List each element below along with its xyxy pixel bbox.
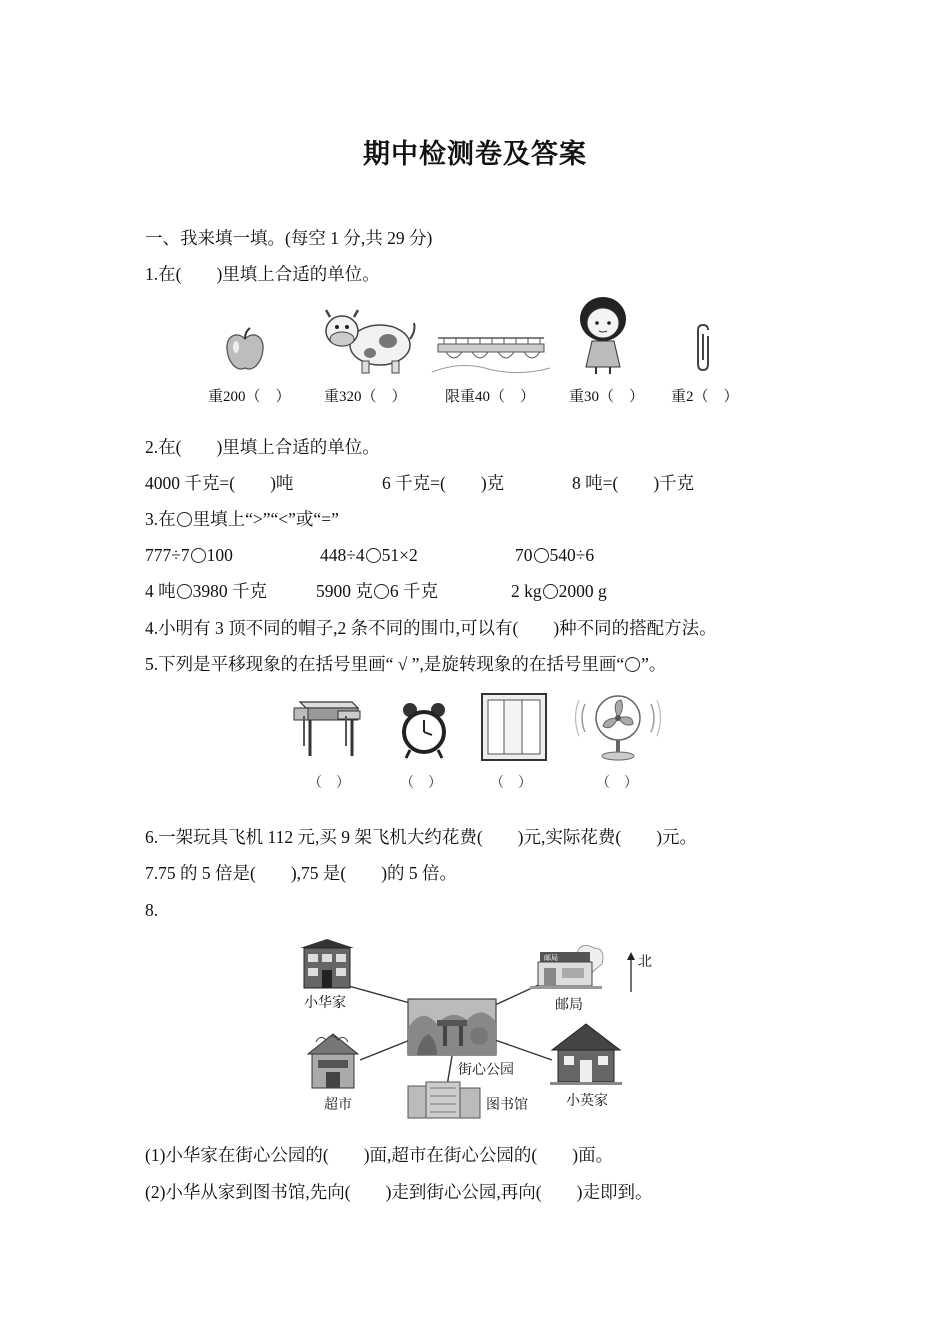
section-heading: 一、我来填一填。(每空 1 分,共 29 分) <box>145 228 433 248</box>
q2-item-2: 6 千克=( )克 <box>382 473 505 493</box>
question-8-1: (1)小华家在街心公园的( )面,超市在街心公园的( )面。 <box>145 1145 614 1165</box>
post-office-image <box>530 938 606 990</box>
q2-item-1: 4000 千克=( )吨 <box>145 473 294 493</box>
north-arrow-icon <box>626 952 636 992</box>
q3-item-3: 70 540÷6 <box>515 545 595 565</box>
q3-item-5: 5900 克 6 千克 <box>316 581 438 601</box>
question-7: 7.75 的 5 倍是( ),75 是( )的 5 倍。 <box>145 863 458 883</box>
park-image <box>407 998 497 1056</box>
caption-paperclip: 重2（ ） <box>671 389 739 405</box>
library-image <box>406 1082 482 1120</box>
label-library: 图书馆 <box>486 1098 528 1113</box>
question-4: 4.小明有 3 顶不同的帽子,2 条不同的围巾,可以有( )种不同的搭配方法。 <box>145 618 717 638</box>
caption-cow: 重320（ ） <box>324 389 407 405</box>
label-xiaohua-home: 小华家 <box>304 996 346 1011</box>
label-post-office: 邮局 <box>555 998 583 1013</box>
caption-drawer: （ ） <box>308 776 350 791</box>
caption-fan: （ ） <box>596 776 638 791</box>
label-supermarket: 超市 <box>324 1098 352 1113</box>
caption-apple: 重200（ ） <box>208 389 291 405</box>
caption-clock: （ ） <box>400 776 442 791</box>
post-sign-text: 邮局 <box>544 954 558 962</box>
page-title: 期中检测卷及答案 <box>363 139 587 170</box>
question-3: 3.在 里填上“>”“<”或“=” <box>145 509 339 529</box>
question-8: 8. <box>145 900 159 920</box>
question-8-2: (2)小华从家到图书馆,先向( )走到街心公园,再向( )走即到。 <box>145 1182 653 1202</box>
question-2: 2.在( )里填上合适的单位。 <box>145 437 380 457</box>
q3-item-2: 448÷4 51×2 <box>320 545 418 565</box>
q3-item-4: 4 吨 3980 千克 <box>145 581 267 601</box>
xiaoying-house-image <box>550 1022 622 1086</box>
label-north: 北 <box>638 955 652 970</box>
caption-bridge: 限重40（ ） <box>445 389 536 405</box>
supermarket-image <box>306 1032 360 1090</box>
q3-item-6: 2 kg 2000 g <box>511 581 607 601</box>
q3-item-1: 777÷7 100 <box>145 545 233 565</box>
xiaohua-house-image <box>298 938 356 990</box>
q2-item-3: 8 吨=( )千克 <box>572 473 695 493</box>
question-5: 5.下列是平移现象的在括号里画“ √ ”,是旋转现象的在括号里画“ ”。 <box>145 654 667 674</box>
label-xiaoying-home: 小英家 <box>566 1094 608 1109</box>
caption-window: （ ） <box>490 776 532 791</box>
label-park: 街心公园 <box>458 1063 514 1078</box>
caption-girl: 重30（ ） <box>569 389 645 405</box>
question-1: 1.在( )里填上合适的单位。 <box>145 264 380 284</box>
question-6: 6.一架玩具飞机 112 元,买 9 架飞机大约花费( )元,实际花费( )元。 <box>145 827 698 847</box>
